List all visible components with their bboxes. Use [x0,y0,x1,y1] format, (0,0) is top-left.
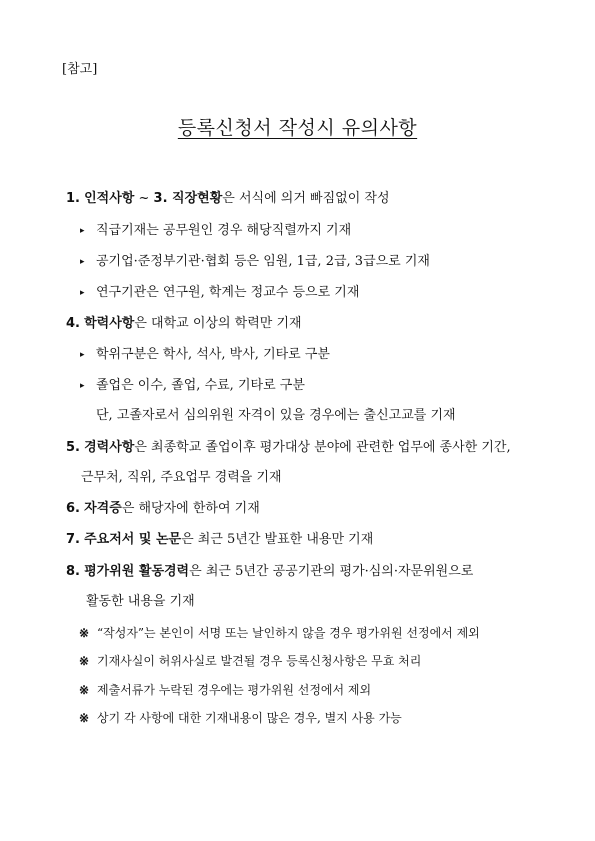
page-title [0,113,595,140]
triangle-bullet-icon: ▸ [80,350,85,360]
bullet-text: 학위구분은 학사, 석사, 박사, 기타로 구분 [96,347,330,362]
section-8-heading [66,563,473,581]
list-item [80,346,330,364]
reference-label: [참고] [62,62,98,77]
section-5-number: 5. [66,440,80,455]
triangle-bullet-icon: ▸ [80,381,85,391]
reference-mark-icon: ※ [79,711,90,725]
section-7-title: 주요저서 및 논문 [84,532,182,547]
section-1-text: 은 서식에 의거 빠짐없이 작성 [222,191,390,206]
section-4-number: 4. [66,316,80,331]
note-text: 제출서류가 누락된 경우에는 평가위원 선정에서 제외 [97,683,372,697]
section-7-heading [66,531,373,549]
section-5-title: 경력사항 [84,440,135,455]
section-6-title: 자격증 [84,501,122,516]
section-7-text: 은 최근 5년간 발표한 내용만 기재 [181,532,374,547]
note-item [79,681,371,699]
section-4-text: 은 대학교 이상의 학력만 기재 [134,316,302,331]
section-8-continuation: 활동한 내용을 기재 [86,594,195,609]
bullet-text: 직급기재는 공무원인 경우 해당직렬까지 기재 [96,223,352,238]
triangle-bullet-icon: ▸ [80,257,85,267]
section-5-text: 은 최종학교 졸업이후 평가대상 분야에 관련한 업무에 종사한 기간, [134,440,511,455]
section-5-heading [66,439,511,457]
section-7-number: 7. [66,532,80,547]
reference-mark-icon: ※ [79,626,90,640]
section-5-continuation: 근무처, 직위, 주요업무 경력을 기재 [81,470,282,485]
list-item [80,253,430,271]
section-6-number: 6. [66,501,80,516]
list-item [80,377,305,395]
reference-mark-icon: ※ [79,654,90,668]
section-4-heading [66,315,302,333]
section-8-title: 평가위원 활동경력 [84,564,190,579]
list-item [80,222,351,240]
triangle-bullet-icon: ▸ [80,226,85,236]
reference-mark-icon: ※ [79,683,90,697]
note-text: 상기 각 사항에 대한 기재내용이 많은 경우, 별지 사용 가능 [97,711,402,725]
section-1-number: 1. [66,191,80,206]
section-1-title: 인적사항 [84,191,135,206]
section-4-subnote: 단, 고졸자로서 심의위원 자격이 있을 경우에는 출신고교를 기재 [96,408,456,423]
note-item [79,624,480,642]
page-title-text: 등록신청서 작성시 유의사항 [177,117,418,139]
section-6-text: 은 해당자에 한하여 기재 [121,501,260,516]
section-1-heading [66,190,390,208]
section-1-middle: ~ [134,191,154,206]
note-text: “작성자”는 본인이 서명 또는 날인하지 않을 경우 평가위원 선정에서 제외 [97,626,480,640]
note-text: 기재사실이 허위사실로 발견될 경우 등록신청사항은 무효 처리 [97,654,422,668]
section-4-title: 학력사항 [84,316,135,331]
bullet-text: 연구기관은 연구원, 학계는 정교수 등으로 기재 [96,285,360,300]
note-item [79,709,402,727]
list-item [80,284,359,302]
section-8-number: 8. [66,564,80,579]
bullet-text: 졸업은 이수, 졸업, 수료, 기타로 구분 [96,378,305,393]
section-3-title: 3. 직장현황 [153,191,223,206]
bullet-text: 공기업·준정부기관·협회 등은 임원, 1급, 2급, 3급으로 기재 [96,254,430,269]
note-item [79,652,421,670]
section-6-heading [66,500,260,518]
section-8-text: 은 최근 5년간 공공기관의 평가·심의·자문위원으로 [189,564,474,579]
triangle-bullet-icon: ▸ [80,288,85,298]
